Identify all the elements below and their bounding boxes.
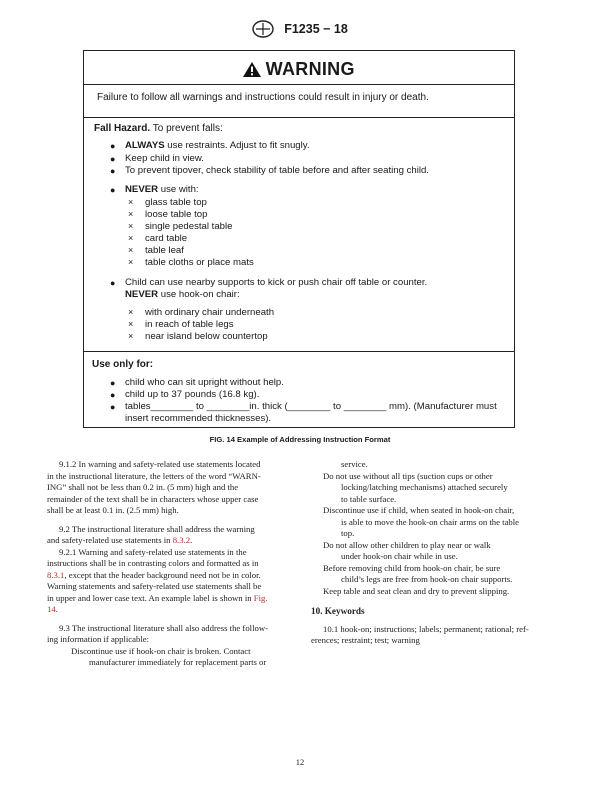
tables-line: tables________ to ________in. thick (________ to ________ mm). (Manufacturer must xyxy=(125,401,497,412)
bullet-icon: ● xyxy=(110,278,116,288)
standard-number: F1235 − 18 xyxy=(284,22,348,37)
tables-line-2: insert recommended thicknesses). xyxy=(125,413,272,424)
paragraph-line: ing information if applicable: xyxy=(47,634,150,644)
use-only-heading: Use only for: xyxy=(92,359,154,370)
use-item: child who can sit upright without help. xyxy=(125,377,284,388)
never-item: single pedestal table xyxy=(145,221,233,232)
warning-title-row xyxy=(84,51,514,85)
never-hook-line: NEVER use hook-on chair: xyxy=(125,289,240,300)
never-item: table leaf xyxy=(145,245,184,256)
paragraph-line: child’s legs are free from hook-on chair supports. xyxy=(341,574,513,584)
section-link[interactable]: 8.3.1 xyxy=(47,569,65,580)
always-line: ALWAYS use restraints. Adjust to fit snugly. xyxy=(125,140,310,151)
astm-logo-icon xyxy=(252,20,274,38)
paragraph-line: 9.3 The instructional literature shall also address the follow- xyxy=(59,622,269,633)
hook-item: near island below countertop xyxy=(145,331,268,342)
paragraph-line: top. xyxy=(341,528,355,538)
hook-item: with ordinary chair underneath xyxy=(145,307,275,318)
paragraph-line: and safety-related use statements in 8.3.2. xyxy=(47,535,193,545)
paragraph-line: 10.1 hook-on; instructions; labels; permanent; rational; ref- xyxy=(323,623,529,634)
paragraph-line: Keep table and seat clean and dry to prevent slipping. xyxy=(323,585,510,596)
page-number: 12 xyxy=(295,757,305,767)
paragraph-line: 14. xyxy=(47,604,58,614)
kick-line: Child can use nearby supports to kick or push chair off table or counter. xyxy=(125,277,428,288)
left-column xyxy=(47,459,297,669)
paragraph-line: Before removing child from hook-on chair, be sure xyxy=(323,562,501,573)
paragraph-line: to table surface. xyxy=(341,493,397,504)
cross-icon: × xyxy=(128,257,134,267)
cross-icon: × xyxy=(128,331,134,341)
paragraph-line: under hook-on chair while in use. xyxy=(341,551,458,561)
failure-statement: Failure to follow all warnings and instructions could result in injury or death. xyxy=(97,92,429,103)
never-item: table cloths or place mats xyxy=(145,257,254,268)
bullet-icon: ● xyxy=(110,166,116,176)
paragraph-line: is able to move the hook-on chair arms on the table xyxy=(341,516,520,527)
bullet-icon: ● xyxy=(110,141,116,151)
paragraph-line: 9.1.2 In warning and safety-related use statements located xyxy=(59,459,261,469)
paragraph-line: Do not allow other children to play near or walk xyxy=(323,539,491,550)
keywords-heading: 10. Keywords xyxy=(311,606,365,616)
paragraph-line: Do not use without all tips (suction cups or other xyxy=(323,470,493,481)
warning-triangle-icon xyxy=(243,62,261,77)
paragraph-line: 9.2.1 Warning and safety-related use statements in the xyxy=(59,546,247,557)
bullet-icon: ● xyxy=(110,402,116,412)
paragraph-line: in upper and lower case text. An example label is shown in Fig. xyxy=(47,592,268,603)
bullet-icon: ● xyxy=(110,390,116,400)
figure-link[interactable]: 14 xyxy=(47,604,56,614)
divider xyxy=(84,84,514,85)
hook-item: in reach of table legs xyxy=(145,319,234,330)
paragraph-line: locking/latching mechanisms) attached securely xyxy=(341,482,508,492)
paragraph-line: ING” shall not be less than 0.2 in. (5 mm) high and the xyxy=(47,482,239,492)
never-item: card table xyxy=(145,233,188,244)
never-line: NEVER use with: xyxy=(125,184,199,195)
document-header xyxy=(0,20,600,38)
warning-title: WARNING xyxy=(265,59,355,79)
paragraph-line: erences; restraint; test; warning xyxy=(311,635,420,645)
cross-icon: × xyxy=(128,319,134,329)
cross-icon: × xyxy=(128,307,134,317)
keep-view-line: Keep child in view. xyxy=(125,153,204,164)
tipover-line: To prevent tipover, check stability of table before and after seating child. xyxy=(125,165,429,176)
bullet-icon: ● xyxy=(110,378,116,388)
cross-icon: × xyxy=(128,209,134,219)
warning-label-box xyxy=(83,50,515,428)
right-column xyxy=(311,459,563,647)
paragraph-line: remainder of the text shall be in characters whose upper case xyxy=(47,493,259,504)
section-link[interactable]: 8.3.2 xyxy=(172,535,191,545)
paragraph-line: Discontinue use if hook-on chair is broken. Contact xyxy=(71,645,251,656)
paragraph-line: Discontinue use if child, when seated in hook-on chair, xyxy=(323,505,515,515)
fall-hazard-heading: Fall Hazard. To prevent falls: xyxy=(94,123,223,134)
paragraph-line: in the instructional literature, the letters of the word “WARN- xyxy=(47,470,261,481)
bullet-icon: ● xyxy=(110,154,116,164)
figure-link[interactable]: Fig. xyxy=(253,592,268,603)
paragraph-line: service. xyxy=(341,459,368,469)
divider xyxy=(84,117,514,118)
divider xyxy=(84,351,514,352)
paragraph-line: 9.2 The instructional literature shall address the warning xyxy=(59,523,255,534)
paragraph-line: Warning statements and safety-related use statements shall be xyxy=(47,581,262,591)
never-item: loose table top xyxy=(145,209,208,220)
paragraph-line: manufacturer immediately for replacement parts or xyxy=(89,657,267,667)
cross-icon: × xyxy=(128,233,134,243)
paragraph-line: shall be at least 0.1 in. (2.5 mm) high. xyxy=(47,505,179,515)
cross-icon: × xyxy=(128,197,134,207)
paragraph-line: 8.3.1, except that the header background need not be in color. xyxy=(47,569,261,580)
cross-icon: × xyxy=(128,221,134,231)
cross-icon: × xyxy=(128,245,134,255)
never-item: glass table top xyxy=(145,197,207,208)
bullet-icon: ● xyxy=(110,185,116,195)
paragraph-line: instructions shall be in contrasting colors and formatted as in xyxy=(47,558,259,568)
use-item: child up to 37 pounds (16.8 kg). xyxy=(125,389,260,400)
figure-caption: FIG. 14 Example of Addressing Instruction Format xyxy=(209,435,391,444)
